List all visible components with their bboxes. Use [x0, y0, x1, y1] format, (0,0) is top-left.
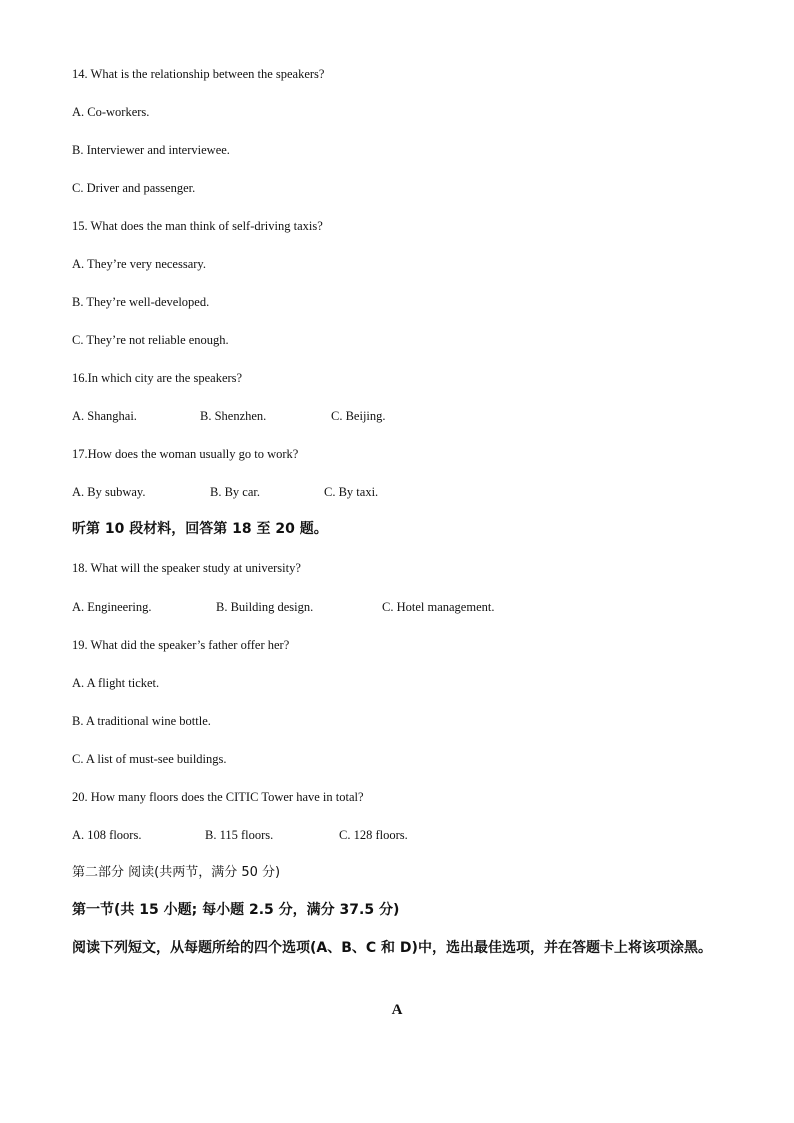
question-20-option-c: C. 128 floors.	[339, 828, 408, 842]
question-15-option-b: B. They’re well-developed.	[72, 295, 210, 309]
question-17-option-a: A. By subway.	[72, 485, 146, 499]
question-15-option-c: C. They’re not reliable enough.	[72, 333, 229, 347]
question-19-option-a: A. A flight ticket.	[72, 676, 160, 690]
question-15-option-a: A. They’re very necessary.	[72, 257, 206, 271]
question-15-stem: 15. What does the man think of self-driving taxis?	[72, 219, 323, 233]
question-18-option-b: B. Building design.	[216, 600, 314, 614]
question-20-stem: 20. How many floors does the CITIC Tower have in total?	[72, 790, 364, 804]
question-20-option-a: A. 108 floors.	[72, 828, 142, 842]
section-10-heading: 听第 10 段材料，回答第 18 至 20 题。	[72, 521, 328, 537]
question-18-stem: 18. What will the speaker study at university?	[72, 561, 301, 575]
question-16-option-c: C. Beijing.	[331, 409, 386, 423]
question-18-option-a: A. Engineering.	[72, 600, 152, 614]
question-14-option-c: C. Driver and passenger.	[72, 181, 196, 195]
part-two-heading: 第二部分 阅读(共两节，满分 50 分)	[72, 865, 281, 880]
question-18-option-c: C. Hotel management.	[382, 600, 495, 614]
question-20-option-b: B. 115 floors.	[205, 828, 274, 842]
question-19-option-c: C. A list of must-see buildings.	[72, 752, 227, 766]
question-19-option-b: B. A traditional wine bottle.	[72, 714, 211, 728]
question-17-option-c: C. By taxi.	[324, 485, 379, 499]
question-16-stem: 16.In which city are the speakers?	[72, 371, 243, 385]
passage-label: A	[391, 1002, 403, 1018]
question-16-option-b: B. Shenzhen.	[200, 409, 267, 423]
question-14-option-b: B. Interviewer and interviewee.	[72, 143, 230, 157]
reading-instructions: 阅读下列短文，从每题所给的四个选项(A、B、C 和 D)中，选出最佳选项，并在答题卡上将该项涂黑。	[72, 940, 712, 956]
question-17-stem: 17.How does the woman usually go to work?	[72, 447, 299, 461]
question-16-option-a: A. Shanghai.	[72, 409, 137, 423]
question-17-option-b: B. By car.	[210, 485, 260, 499]
question-14-stem: 14. What is the relationship between the speakers?	[72, 67, 325, 81]
section-one-heading: 第一节(共 15 小题; 每小题 2.5 分，满分 37.5 分)	[72, 902, 400, 918]
question-19-stem: 19. What did the speaker’s father offer her?	[72, 638, 290, 652]
question-14-option-a: A. Co-workers.	[72, 105, 150, 119]
